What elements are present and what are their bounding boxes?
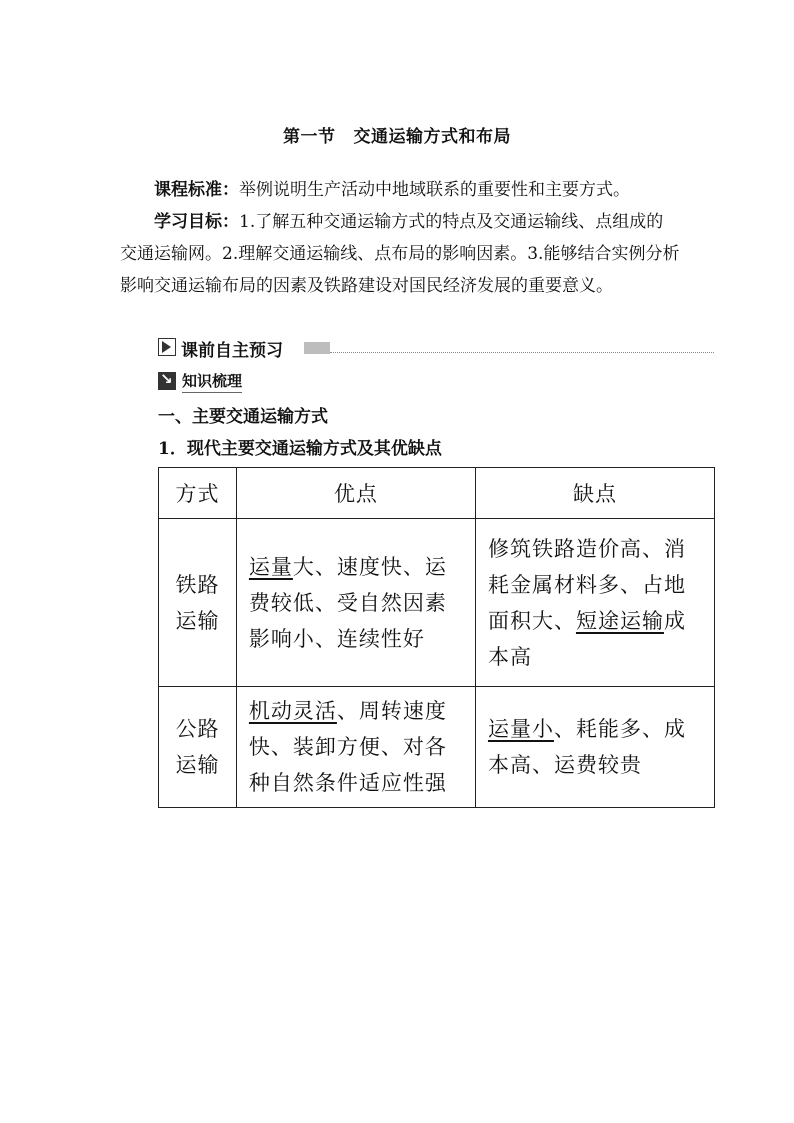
mode-line: 铁路: [175, 572, 220, 597]
disadvantages-text: 成本高: [487, 608, 686, 669]
advantages-text: 大、速度快、运费较低、受自然因素影响小、连续性好: [248, 554, 447, 651]
mode-line: 运输: [175, 753, 220, 777]
table-row: [159, 687, 715, 808]
mode-cell: [159, 687, 237, 808]
disadvantages-text: 修筑铁路造价高、消耗金属材料多、占地面积大、: [487, 536, 686, 633]
page-title: [0, 122, 794, 147]
section-number: 第一节: [283, 127, 336, 147]
play-icon: [158, 338, 176, 356]
course-standard-text: 举例说明生产活动中地域联系的重要性和主要方式。: [239, 180, 630, 200]
mode-line: 运输: [175, 608, 220, 633]
table-row: [159, 519, 715, 687]
underlined-term: 短途运输: [575, 608, 664, 633]
transport-table: [158, 467, 715, 808]
underlined-term: 机动灵活: [248, 699, 337, 723]
learning-objectives-text: 1.了解五种交通运输方式的特点及交通运输线、点组成的交通运输网。2.理解交通运输线、点布局的影响因素。3.能够结合实例分析影响交通运输布局的因素及铁路建设对国民经济发展的重要意义。: [120, 212, 680, 296]
header-mode: 方式: [159, 468, 237, 519]
heading-pros-cons: 1．现代主要交通运输方式及其优缺点: [158, 439, 442, 459]
advantages-text: 、周转速度快、装卸方便、对各种自然条件适应性强: [248, 699, 447, 795]
disadvantages-cell: [475, 519, 714, 687]
banner-bar: [304, 342, 330, 354]
arrow-down-right-icon: [158, 372, 176, 390]
course-standard: [120, 174, 680, 206]
sub-banner-label: 知识梳理: [182, 370, 242, 393]
learning-objectives-label: 学习目标：: [154, 212, 239, 232]
header-advantages: 优点: [236, 468, 475, 519]
mode-cell: [159, 519, 237, 687]
learning-objectives: [120, 206, 680, 302]
underlined-term: 运量: [248, 554, 293, 579]
advantages-cell: [236, 519, 475, 687]
advantages-cell: [236, 687, 475, 808]
disadvantages-cell: [475, 687, 714, 808]
mode-line: 公路: [175, 717, 220, 741]
course-standard-label: 课程标准：: [154, 180, 239, 200]
section-banner: [158, 336, 716, 360]
section-banner-label: 课前自主预习: [181, 341, 283, 361]
underlined-term: 运量小: [487, 717, 554, 741]
section-name: 交通运输方式和布局: [353, 127, 511, 147]
disadvantages-text: 、耗能多、成本高、运费较贵: [487, 717, 686, 777]
heading-main-modes: 一、主要交通运输方式: [158, 407, 328, 427]
banner-divider: [330, 352, 714, 353]
table-header-row: [159, 468, 715, 519]
header-disadvantages: 缺点: [475, 468, 714, 519]
